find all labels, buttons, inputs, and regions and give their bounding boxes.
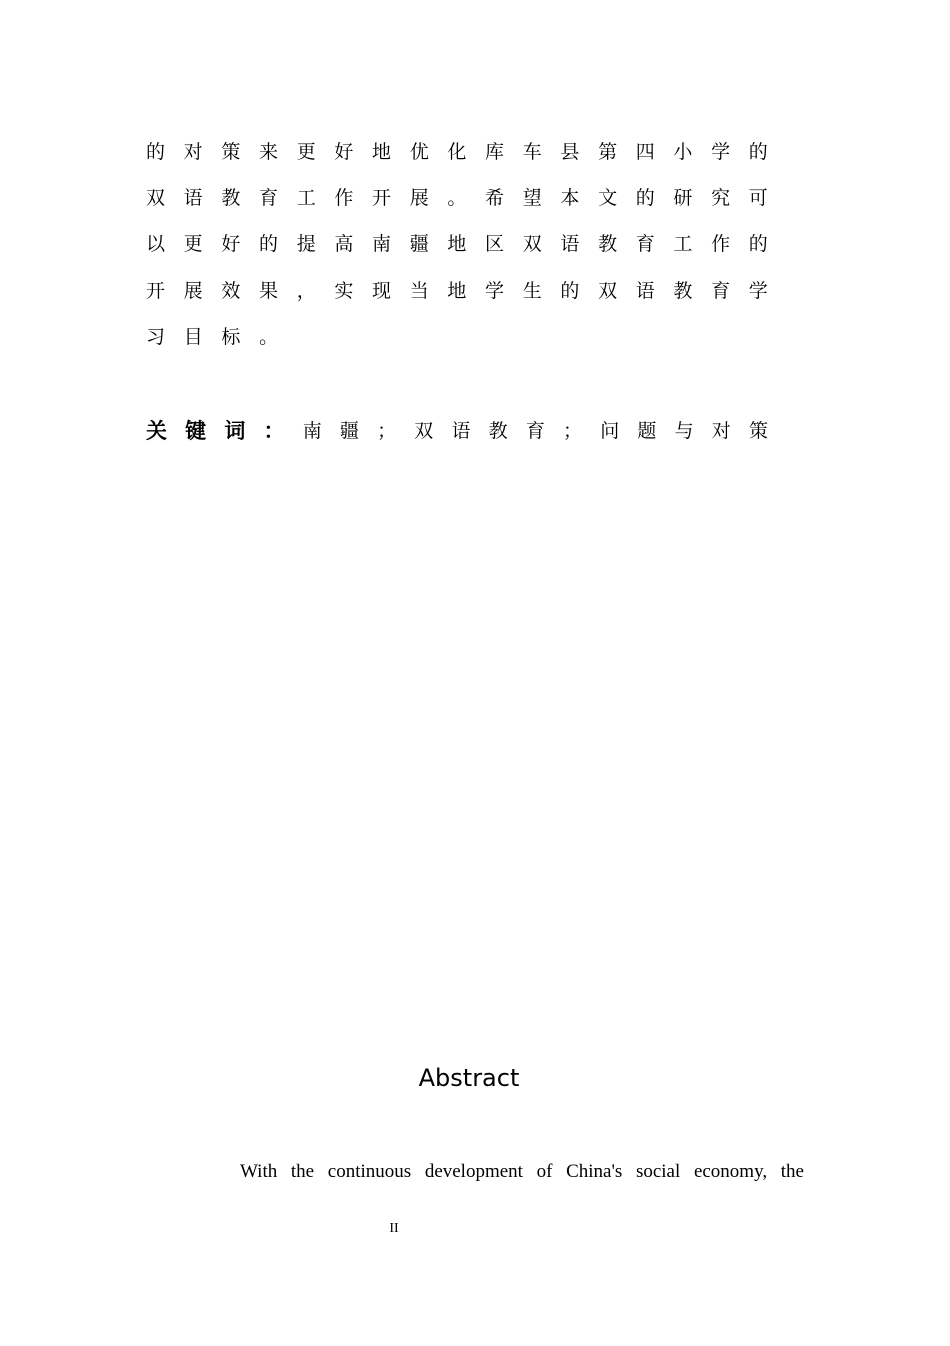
character: 更 <box>296 141 316 163</box>
word: social <box>635 1161 681 1182</box>
character: 四 <box>635 141 655 163</box>
character: 双 <box>598 280 618 302</box>
character: 教 <box>221 187 241 209</box>
character: 疆 <box>339 420 359 442</box>
character: 展 <box>409 187 429 209</box>
character: ： <box>263 419 285 443</box>
page-number: II <box>389 1221 399 1236</box>
body-line-5 <box>146 322 768 352</box>
character: 车 <box>522 141 542 163</box>
character: 文 <box>598 187 618 209</box>
abstract-heading: Abstract <box>418 1064 520 1092</box>
character: 双 <box>414 420 434 442</box>
word: economy, <box>693 1161 768 1182</box>
body-line-4 <box>146 276 768 306</box>
character: 工 <box>673 233 693 255</box>
character: 教 <box>488 420 508 442</box>
character: 双 <box>146 187 166 209</box>
character: 研 <box>673 187 693 209</box>
character: 好 <box>334 141 354 163</box>
character: 教 <box>598 233 618 255</box>
character: 南 <box>302 420 322 442</box>
character: 区 <box>485 233 505 255</box>
character: 来 <box>259 141 279 163</box>
character: 工 <box>296 187 316 209</box>
character: 疆 <box>409 233 429 255</box>
character: 展 <box>183 280 203 302</box>
character: 小 <box>673 141 693 163</box>
character: 的 <box>748 233 768 255</box>
character: 学 <box>748 280 768 302</box>
character: 的 <box>146 141 166 163</box>
character: 对 <box>711 420 731 442</box>
character: 开 <box>372 187 392 209</box>
character: 果 <box>259 280 279 302</box>
character: 关 <box>146 419 167 443</box>
character: 第 <box>598 141 618 163</box>
character: 地 <box>447 233 467 255</box>
word: development <box>424 1161 523 1182</box>
character: 作 <box>334 187 354 209</box>
character: 化 <box>447 141 467 163</box>
character: 的 <box>635 187 655 209</box>
character: 效 <box>221 280 241 302</box>
character: 库 <box>485 141 505 163</box>
character: 与 <box>674 420 694 442</box>
character: 现 <box>372 280 392 302</box>
character: 策 <box>748 420 768 442</box>
character: 的 <box>259 233 279 255</box>
character: 目 <box>183 326 203 348</box>
character: 更 <box>183 233 203 255</box>
character: 的 <box>560 280 580 302</box>
character: 好 <box>221 233 241 255</box>
character: 南 <box>372 233 392 255</box>
character: 以 <box>146 233 166 255</box>
character: 。 <box>447 187 467 209</box>
character: 究 <box>711 187 731 209</box>
character: 县 <box>560 141 580 163</box>
body-line-2 <box>146 183 768 213</box>
character: 可 <box>748 187 768 209</box>
character: 开 <box>146 280 166 302</box>
character: 标 <box>221 326 241 348</box>
word: China's <box>566 1161 623 1182</box>
character: 优 <box>409 141 429 163</box>
body-line-1 <box>146 137 768 167</box>
character: 提 <box>296 233 316 255</box>
character: 双 <box>522 233 542 255</box>
character: 地 <box>447 280 467 302</box>
abstract-first-line <box>240 1158 804 1186</box>
character: 育 <box>259 187 279 209</box>
word: With <box>240 1161 278 1182</box>
character: 育 <box>525 420 545 442</box>
character: 学 <box>711 141 731 163</box>
character: ， <box>296 280 316 302</box>
character: ； <box>563 420 583 442</box>
character: 教 <box>673 280 693 302</box>
character: 希 <box>485 187 505 209</box>
word: of <box>536 1161 553 1182</box>
character: 高 <box>334 233 354 255</box>
word: the <box>780 1161 804 1182</box>
body-line-3 <box>146 229 768 259</box>
character: 对 <box>183 141 203 163</box>
character: 育 <box>635 233 655 255</box>
character: 作 <box>711 233 731 255</box>
character: 地 <box>372 141 392 163</box>
character: 当 <box>409 280 429 302</box>
character: 语 <box>560 233 580 255</box>
character: 生 <box>522 280 542 302</box>
character: 题 <box>637 420 657 442</box>
word: the <box>290 1161 315 1182</box>
character: 词 <box>224 419 246 443</box>
character: 问 <box>600 420 620 442</box>
character: 望 <box>522 187 542 209</box>
character: 策 <box>221 141 241 163</box>
character: 。 <box>259 326 279 348</box>
character: 的 <box>748 141 768 163</box>
character: 语 <box>451 420 471 442</box>
character: 习 <box>146 326 166 348</box>
character: 语 <box>183 187 203 209</box>
character: 学 <box>485 280 505 302</box>
character: 本 <box>560 187 580 209</box>
keywords-line <box>146 416 768 446</box>
character: 语 <box>635 280 655 302</box>
character: ； <box>377 420 397 442</box>
character: 实 <box>334 280 354 302</box>
word: continuous <box>327 1161 412 1182</box>
character: 育 <box>711 280 731 302</box>
character: 键 <box>185 419 207 443</box>
